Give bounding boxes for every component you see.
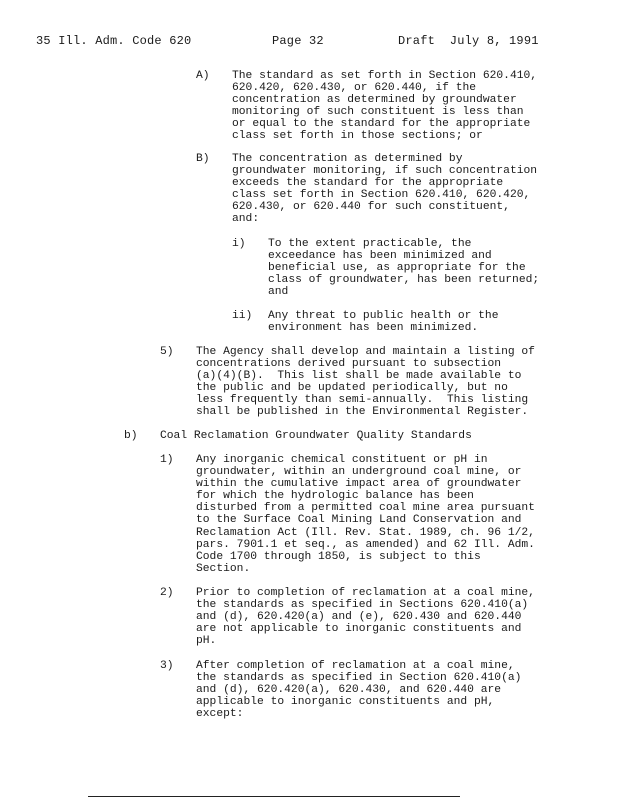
item-marker-ii: ii) bbox=[232, 310, 253, 322]
item-marker-B: B) bbox=[196, 153, 210, 165]
text-line: except: bbox=[196, 708, 244, 721]
text-line: The Agency shall develop and maintain a listing of bbox=[196, 346, 535, 358]
text-line: The concentration as determined by bbox=[232, 153, 463, 165]
section-marker-b: b) bbox=[124, 430, 138, 442]
text-line: and: bbox=[232, 213, 260, 226]
text-line: shall be published in the Environmental Register. bbox=[196, 406, 529, 419]
text-line: Any threat to public health or the bbox=[268, 310, 499, 322]
item-marker-A: A) bbox=[196, 70, 210, 82]
text-line: class of groundwater, has been returned; bbox=[268, 274, 540, 287]
text-line: environment has been minimized. bbox=[268, 322, 479, 335]
code-citation: 35 Ill. Adm. Code 620 bbox=[36, 34, 192, 48]
item-1-text bbox=[196, 454, 535, 575]
text-line: the public and be updated periodically, but no bbox=[196, 382, 508, 395]
text-line: applicable to inorganic constituents and pH, bbox=[196, 696, 495, 709]
text-line: concentrations derived pursuant to subsection bbox=[196, 358, 502, 371]
item-2-text bbox=[196, 587, 535, 647]
page-number: Page 32 bbox=[272, 34, 324, 48]
text-line: for which the hydrologic balance has been bbox=[196, 490, 474, 503]
text-line: disturbed from a permitted coal mine area pursuant bbox=[196, 502, 535, 515]
text-line: the standards as specified in Section 620.410(a) bbox=[196, 672, 522, 685]
text-line: less frequently than semi-annually. This listing bbox=[196, 394, 529, 407]
text-line: groundwater, within an underground coal mine, or bbox=[196, 466, 522, 479]
text-line: Any inorganic chemical constituent or pH in bbox=[196, 454, 488, 466]
text-line: Section. bbox=[196, 562, 251, 575]
text-line: After completion of reclamation at a coal mine, bbox=[196, 660, 515, 672]
text-line: The standard as set forth in Section 620.410, bbox=[232, 70, 538, 82]
footer-rule bbox=[88, 796, 460, 797]
text-line: and bbox=[268, 286, 289, 299]
item-A-text bbox=[232, 70, 537, 143]
text-line: are not applicable to inorganic constituents and bbox=[196, 623, 522, 636]
text-line: exceedance has been minimized and bbox=[268, 250, 492, 263]
text-line: monitoring of such constituent is less than bbox=[232, 106, 524, 119]
text-line: 620.420, 620.430, or 620.440, if the bbox=[232, 82, 477, 95]
text-line: class set forth in those sections; or bbox=[232, 130, 483, 143]
text-line: within the cumulative impact area of groundwater bbox=[196, 478, 522, 491]
text-line: concentration as determined by groundwater bbox=[232, 94, 517, 107]
text-line: (a)(4)(B). This list shall be made available to bbox=[196, 370, 522, 383]
text-line: pars. 7901.1 et seq., as amended) and 62 Ill. Adm. bbox=[196, 538, 535, 551]
text-line: and (d), 620.420(a) and (e), 620.430 and 620.440 bbox=[196, 611, 522, 624]
text-line: groundwater monitoring, if such concentration bbox=[232, 165, 538, 178]
item-marker-3: 3) bbox=[160, 660, 174, 672]
item-marker-i: i) bbox=[232, 238, 246, 250]
text-line: the standards as specified in Sections 620.410(a) bbox=[196, 599, 529, 612]
item-marker-1: 1) bbox=[160, 454, 174, 466]
text-line: To the extent practicable, the bbox=[268, 238, 472, 250]
item-5-text bbox=[196, 346, 535, 419]
text-line: Coal Reclamation Groundwater Quality Standards bbox=[160, 430, 472, 442]
text-line: Code 1700 through 1850, is subject to this bbox=[196, 550, 481, 563]
text-line: exceeds the standard for the appropriate bbox=[232, 177, 504, 190]
text-line: 620.430, or 620.440 for such constituent, bbox=[232, 201, 510, 214]
item-3-text bbox=[196, 660, 521, 720]
text-line: beneficial use, as appropriate for the bbox=[268, 262, 526, 275]
text-line: and (d), 620.420(a), 620.430, and 620.440 are bbox=[196, 684, 502, 697]
item-marker-2: 2) bbox=[160, 587, 174, 599]
section-b-heading bbox=[160, 430, 472, 442]
item-marker-5: 5) bbox=[160, 346, 174, 358]
text-line: pH. bbox=[196, 635, 217, 648]
text-line: Reclamation Act (Ill. Rev. Stat. 1989, ch. 96 1/2, bbox=[196, 526, 535, 539]
item-ii-text bbox=[268, 310, 499, 334]
item-B-text bbox=[232, 153, 537, 226]
text-line: to the Surface Coal Mining Land Conservation and bbox=[196, 514, 522, 527]
item-i-text bbox=[268, 238, 539, 298]
text-line: class set forth in Section 620.410, 620.420, bbox=[232, 189, 531, 202]
text-line: or equal to the standard for the appropriate bbox=[232, 118, 531, 131]
text-line: Prior to completion of reclamation at a coal mine, bbox=[196, 587, 535, 599]
draft-date: Draft July 8, 1991 bbox=[398, 34, 539, 48]
